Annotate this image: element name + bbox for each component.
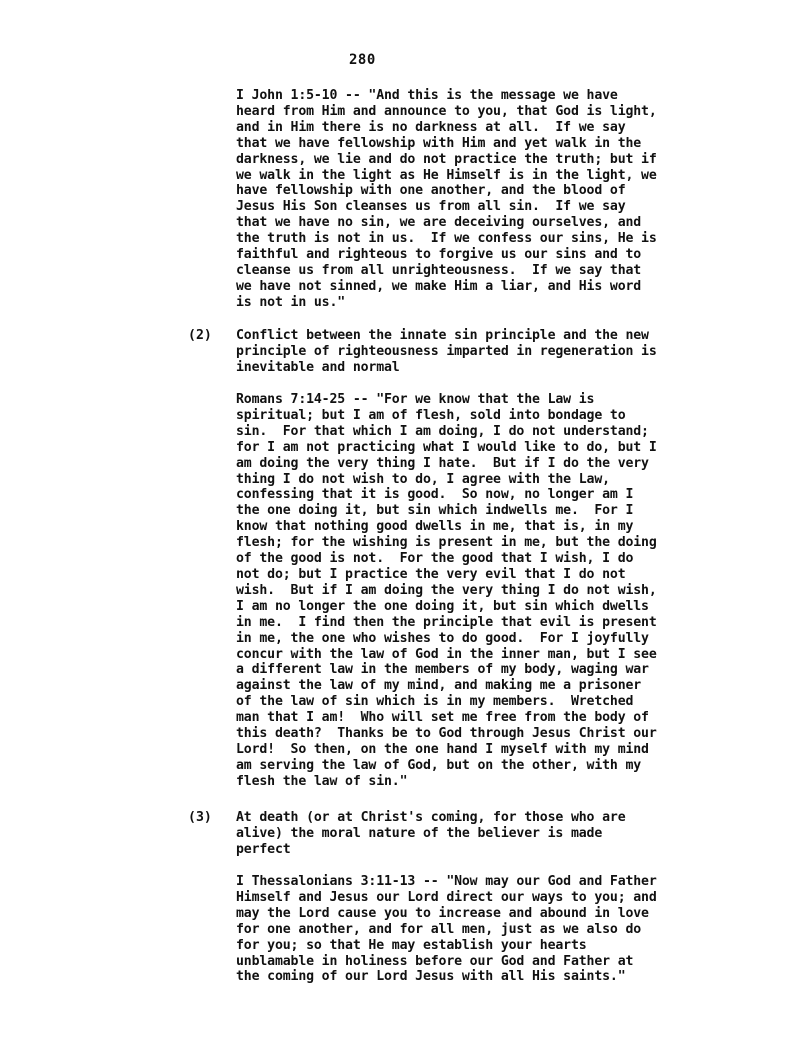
point-heading-2: Conflict between the innate sin principle and the new principle of righteousness imparted in regeneration is inevitable and normal — [236, 328, 657, 375]
scripture-quote-romans: Romans 7:14-25 -- "For we know that the Law is spiritual; but I am of flesh, sold into bondage to sin. For that which I am doing, I do not understand; for I am not practicing what I would like to do, but I am doing the very thing I hate. But if I do the very thing I do not wish to do, I agree with the Law, confessing that it is good. So now, no longer am I the one doing it, but sin which indwells me. For I know that nothing good dwells in me, that is, in my flesh; for the wishing is present in me, but the doing of the good is not. For the good that I wish, I do not do; but I practice the very evil that I do not wish. But if I am doing the very thing I do not wish, I am no longer the one doing it, but sin which dwells in me. I find then the principle that evil is present in me, the one who wishes to do good. For I joyfully concur with the law of God in the inner man, but I see a different law in the members of my body, waging war against the law of my mind, and making me a prisoner of the law of sin which is in my members. Wretched man that I am! Who will set me free from the body of this death? Thanks be to God through Jesus Christ our Lord! So then, on the one hand I myself with my mind am serving the law of God, but on the other, with my flesh the law of sin." — [236, 392, 657, 789]
point-number-2: (2) — [188, 328, 212, 343]
page-number: 280 — [349, 52, 376, 68]
scripture-quote-thessalonians: I Thessalonians 3:11-13 -- "Now may our God and Father Himself and Jesus our Lord direct our ways to you; and may the Lord cause you to increase and abound in love for one another, and for all men, just as we also do for you; so that He may establish your hearts unblamable in holiness before our God and Father at the coming of our Lord Jesus with all His saints." — [236, 874, 657, 985]
scripture-quote-1-john: I John 1:5-10 -- "And this is the message we have heard from Him and announce to you, that God is light, and in Him there is no darkness at all. If we say that we have fellowship with Him and yet walk in the darkness, we lie and do not practice the truth; but if we walk in the light as He Himself is in the light, we have fellowship with one another, and the blood of Jesus His Son cleanses us from all sin. If we say that we have no sin, we are deceiving ourselves, and the truth is not in us. If we confess our sins, He is faithful and righteous to forgive us our sins and to cleanse us from all unrighteousness. If we say that we have not sinned, we make Him a liar, and His word is not in us." — [236, 88, 657, 310]
point-number-3: (3) — [188, 810, 212, 825]
point-heading-3: At death (or at Christ's coming, for those who are alive) the moral nature of the believer is made perfect — [236, 810, 626, 857]
